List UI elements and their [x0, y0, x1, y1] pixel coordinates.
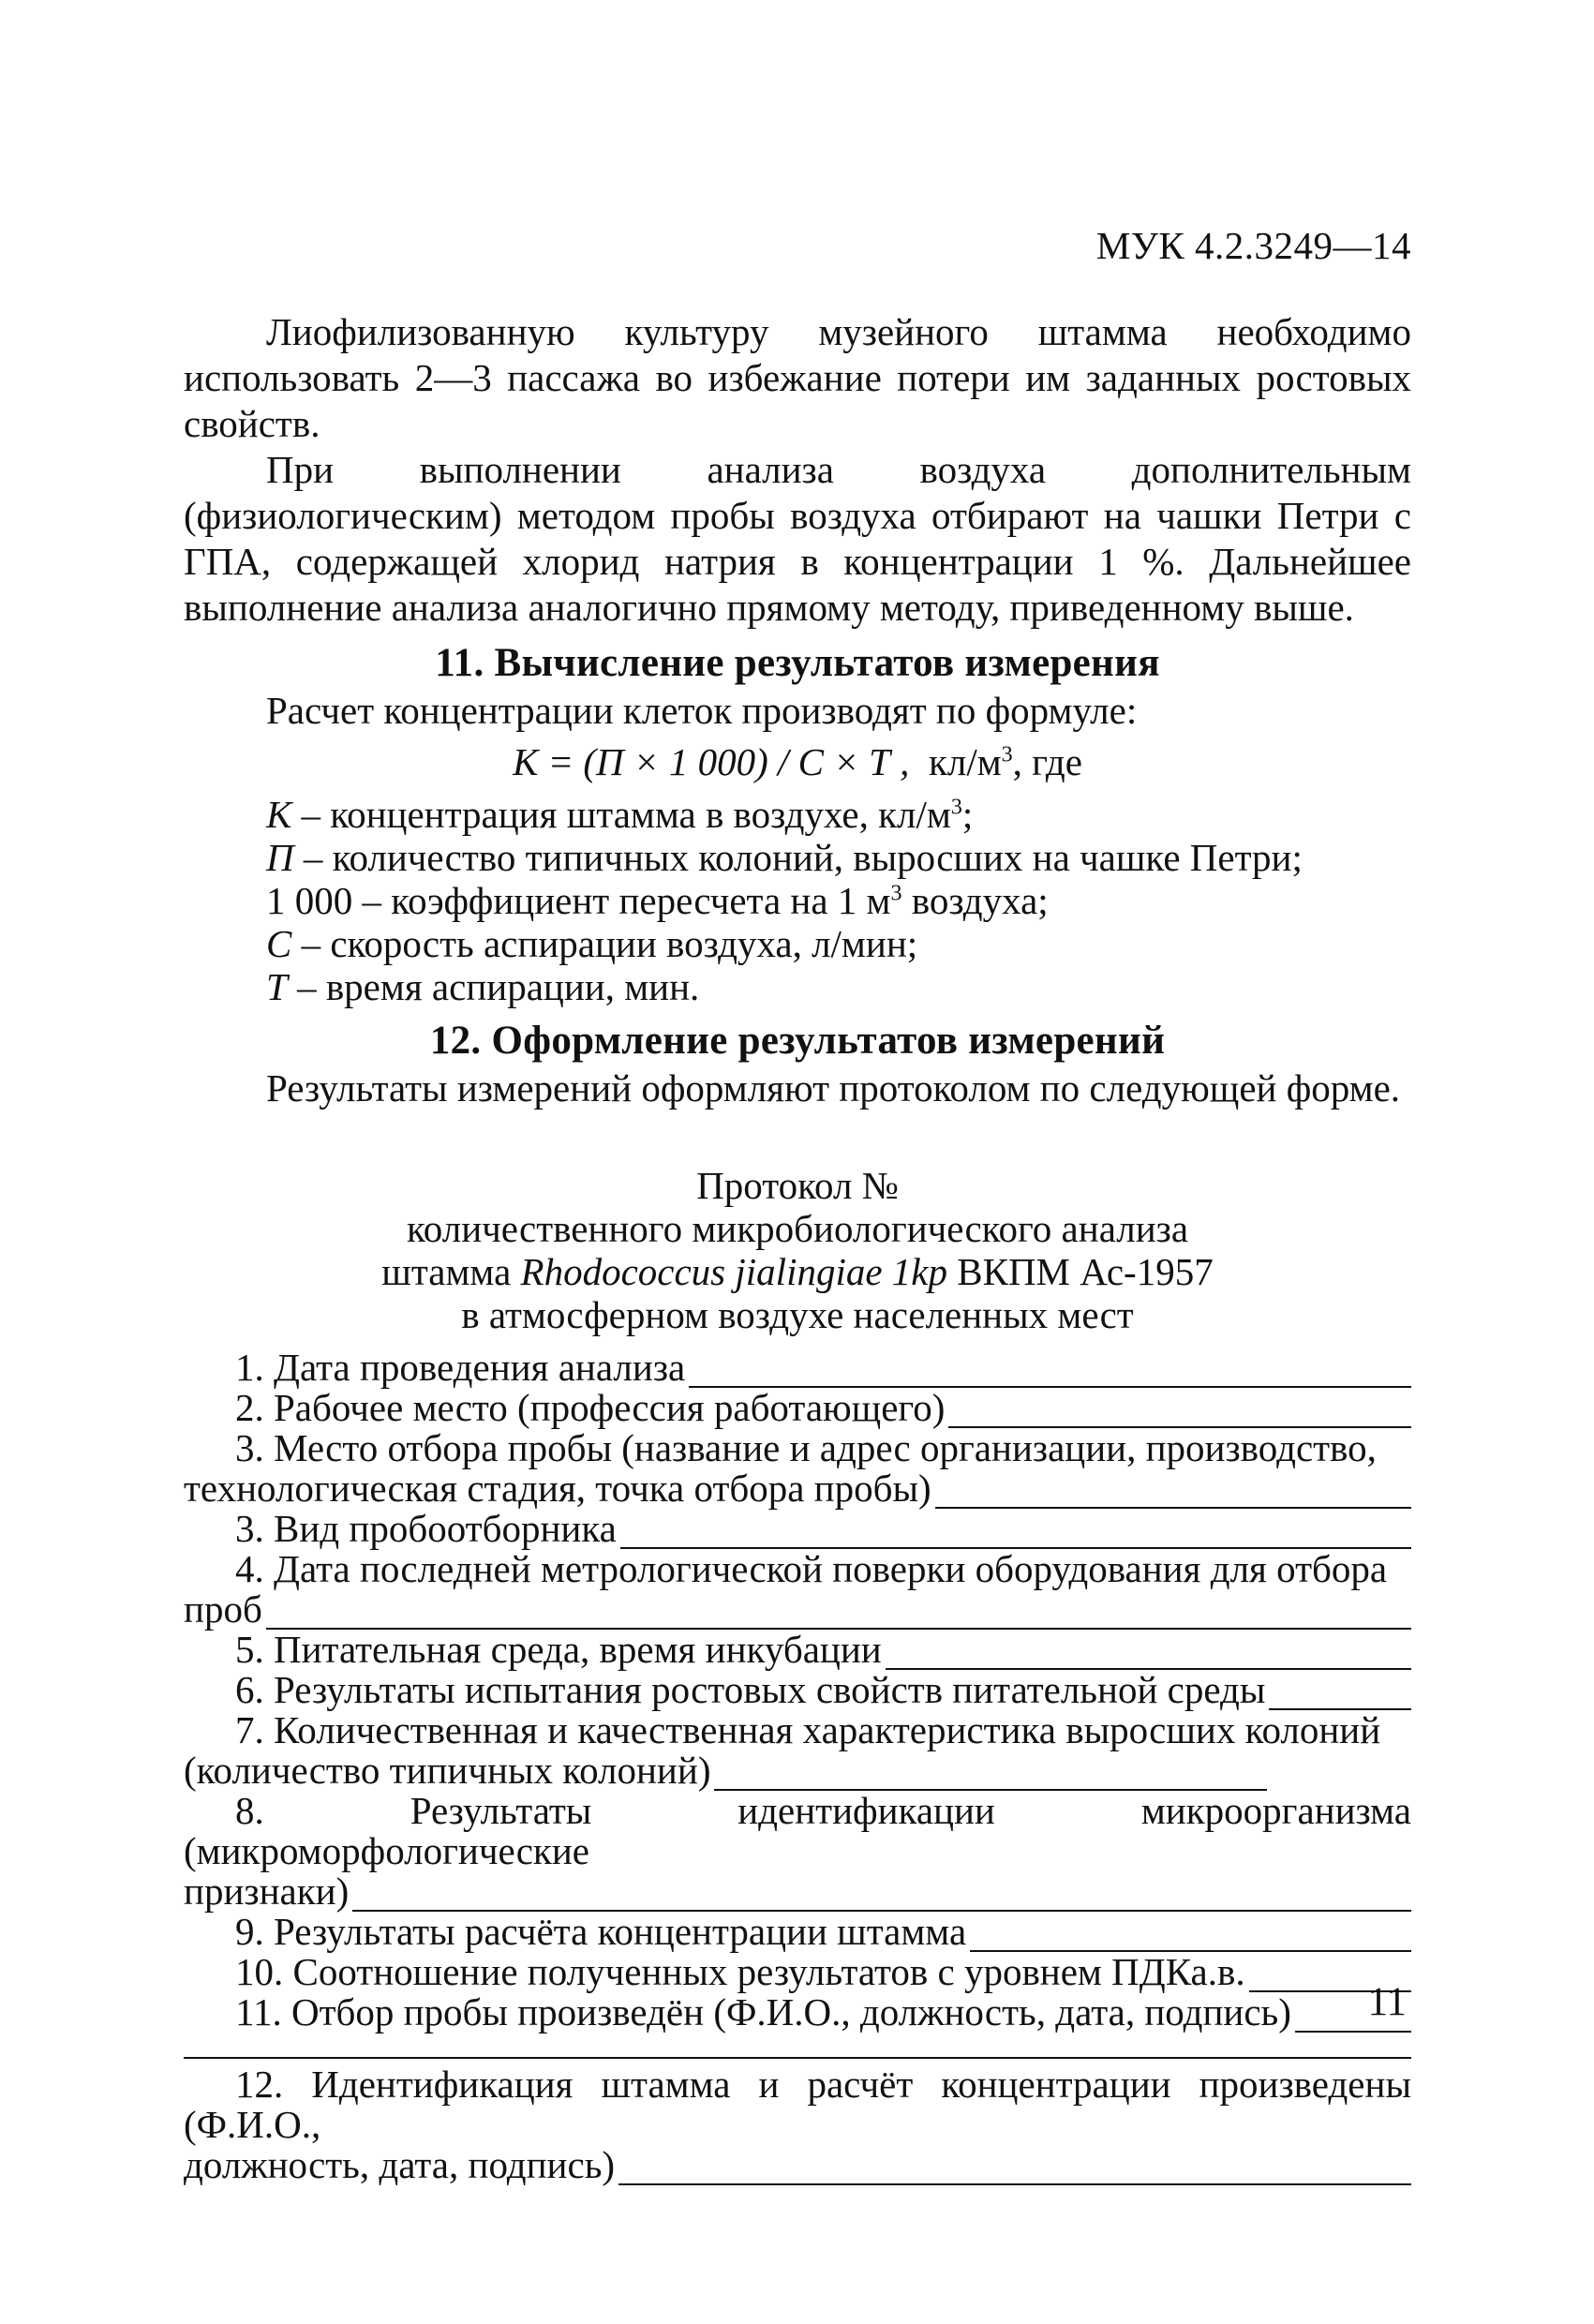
protocol-line-2: количественного микробиологического анализа: [406, 1207, 1189, 1250]
form-blank-2[interactable]: [948, 1398, 1411, 1428]
form-label-3a: 3. Место отбора пробы (название и адрес организации, производство,: [235, 1426, 1377, 1469]
legend-1000-text: 1 000 – коэффициент пересчета на 1 м: [266, 879, 891, 922]
legend-c-symbol: С: [266, 922, 292, 965]
legend-t-symbol: Т: [266, 965, 288, 1008]
protocol-line-3-post: ВКПМ Ас-1957: [947, 1250, 1214, 1293]
form-label-4b: проб: [184, 1587, 262, 1631]
legend-1000: [184, 879, 1411, 922]
intro-paragraph-1: Лиофилизованную культуру музейного штамма необходимо использовать 2—3 пассажа во избежание потери им заданных ростовых свойств.: [184, 310, 1411, 445]
section-12-intro: Результаты измерений оформляют протоколом по следующей форме.: [266, 1066, 1401, 1110]
form-label-7a: 7. Количественная и качественная характеристика выросших колоний: [235, 1708, 1381, 1751]
form-field-10: [184, 1952, 1411, 1992]
form-blank-12[interactable]: [618, 2155, 1411, 2185]
legend-k-sup: 3: [950, 795, 962, 820]
strain-name: Rhodococcus jialingiae 1kp: [520, 1250, 947, 1293]
form-label-6: 6. Результаты испытания ростовых свойств питательной среды: [235, 1668, 1266, 1711]
form-blank-9[interactable]: [970, 1922, 1411, 1952]
form-label-12a: 12. Идентификация штамма и расчёт концентрации произведены (Ф.И.О.,: [184, 2063, 1411, 2146]
formula-legend: [184, 793, 1411, 1008]
formula: [184, 739, 1411, 785]
form-label-3b: технологическая стадия, точка отбора пробы): [184, 1467, 931, 1510]
form-label-4a: 4. Дата последней метрологической поверки оборудования для отбора: [235, 1547, 1388, 1590]
protocol-line-4: в атмосферном воздухе населенных мест: [461, 1293, 1134, 1336]
form-blank-1[interactable]: [689, 1358, 1411, 1388]
form-label-8b: признаки): [184, 1870, 350, 1913]
form-blank-5[interactable]: [886, 1640, 1411, 1670]
page-number: 11: [1367, 1980, 1407, 2024]
section-11-title: 11. Вычисление результатов измерения: [435, 641, 1160, 685]
form-field-11: [184, 1992, 1411, 2033]
formula-tail: , где: [1012, 740, 1082, 783]
protocol-form: [184, 1348, 1411, 2185]
formula-unit-sup: 3: [1001, 742, 1013, 767]
legend-p-text: – количество типичных колоний, выросших на чашке Петри;: [293, 836, 1303, 879]
form-field-8: [184, 1871, 1411, 1912]
form-signature-rule[interactable]: [184, 2033, 1411, 2059]
form-field-7: [184, 1750, 1411, 1791]
legend-t: [184, 965, 1411, 1008]
legend-k: [184, 793, 1411, 836]
section-11-intro: Расчет концентрации клеток производят по формуле:: [266, 689, 1138, 732]
form-field-5: [184, 1630, 1411, 1670]
form-field-4: [184, 1589, 1411, 1630]
protocol-heading: [184, 1164, 1411, 1336]
form-blank-3c[interactable]: [620, 1519, 1411, 1549]
form-blank-4[interactable]: [266, 1600, 1411, 1630]
page-content: [184, 309, 1411, 2185]
protocol-line-3-pre: штамма: [381, 1250, 521, 1293]
form-label-11: 11. Отбор пробы произведён (Ф.И.О., должность, дата, подпись): [235, 1990, 1291, 2034]
form-field-12: [184, 2145, 1411, 2185]
form-label-1: 1. Дата проведения анализа: [235, 1346, 686, 1389]
form-blank-8[interactable]: [352, 1882, 1411, 1912]
legend-p: [184, 836, 1411, 879]
legend-1000-end: воздуха;: [901, 879, 1049, 922]
formula-main: К = (П × 1 000) / С × Т ,: [513, 740, 910, 783]
legend-c-text: – скорость аспирации воздуха, л/мин;: [291, 922, 918, 965]
protocol-title: Протокол №: [696, 1164, 899, 1207]
formula-unit: кл/м: [928, 740, 1002, 783]
form-label-12b: должность, дата, подпись): [184, 2143, 616, 2186]
form-blank-7[interactable]: [714, 1761, 1267, 1791]
protocol-line-3: [184, 1250, 1411, 1293]
legend-t-text: – время аспирации, мин.: [287, 965, 700, 1008]
form-label-8a: 8. Результаты идентификации микроорганизма (микроморфологические: [184, 1789, 1411, 1872]
form-label-9: 9. Результаты расчёта концентрации штамма: [235, 1910, 967, 1953]
form-field-1: [184, 1348, 1411, 1388]
legend-k-symbol: К: [266, 793, 292, 836]
form-label-10: 10. Соотношение полученных результатов с уровнем ПДКа.в.: [235, 1950, 1245, 1993]
section-12-title: 12. Оформление результатов измерений: [429, 1019, 1166, 1063]
form-label-3c: 3. Вид пробоотборника: [235, 1507, 617, 1550]
legend-1000-sup: 3: [890, 881, 902, 906]
form-blank-6[interactable]: [1269, 1680, 1411, 1710]
legend-k-text: – концентрация штамма в воздухе, кл/м: [291, 793, 951, 836]
form-label-5: 5. Питательная среда, время инкубации: [235, 1628, 882, 1671]
form-label-7b: (количество типичных колоний): [184, 1749, 711, 1792]
form-field-6: [184, 1670, 1411, 1710]
form-field-3c: [184, 1509, 1411, 1549]
legend-p-symbol: П: [266, 836, 294, 879]
form-blank-3[interactable]: [935, 1479, 1411, 1509]
form-label-2: 2. Рабочее место (профессия работающего): [235, 1386, 946, 1429]
form-field-2: [184, 1388, 1411, 1428]
legend-k-end: ;: [961, 793, 974, 836]
legend-c: [184, 922, 1411, 965]
document-code: МУК 4.2.3249—14: [1095, 224, 1411, 267]
form-field-3: [184, 1468, 1411, 1509]
form-field-9: [184, 1912, 1411, 1952]
intro-paragraph-2: При выполнении анализа воздуха дополнительным (физиологическим) методом пробы воздуха отбирают на чашки Петри с ГПА, содержащей хлорид натрия в концентрации 1 %. Дальнейшее выполнение анализа аналогично прямому методу, приведенному выше.: [184, 448, 1411, 629]
